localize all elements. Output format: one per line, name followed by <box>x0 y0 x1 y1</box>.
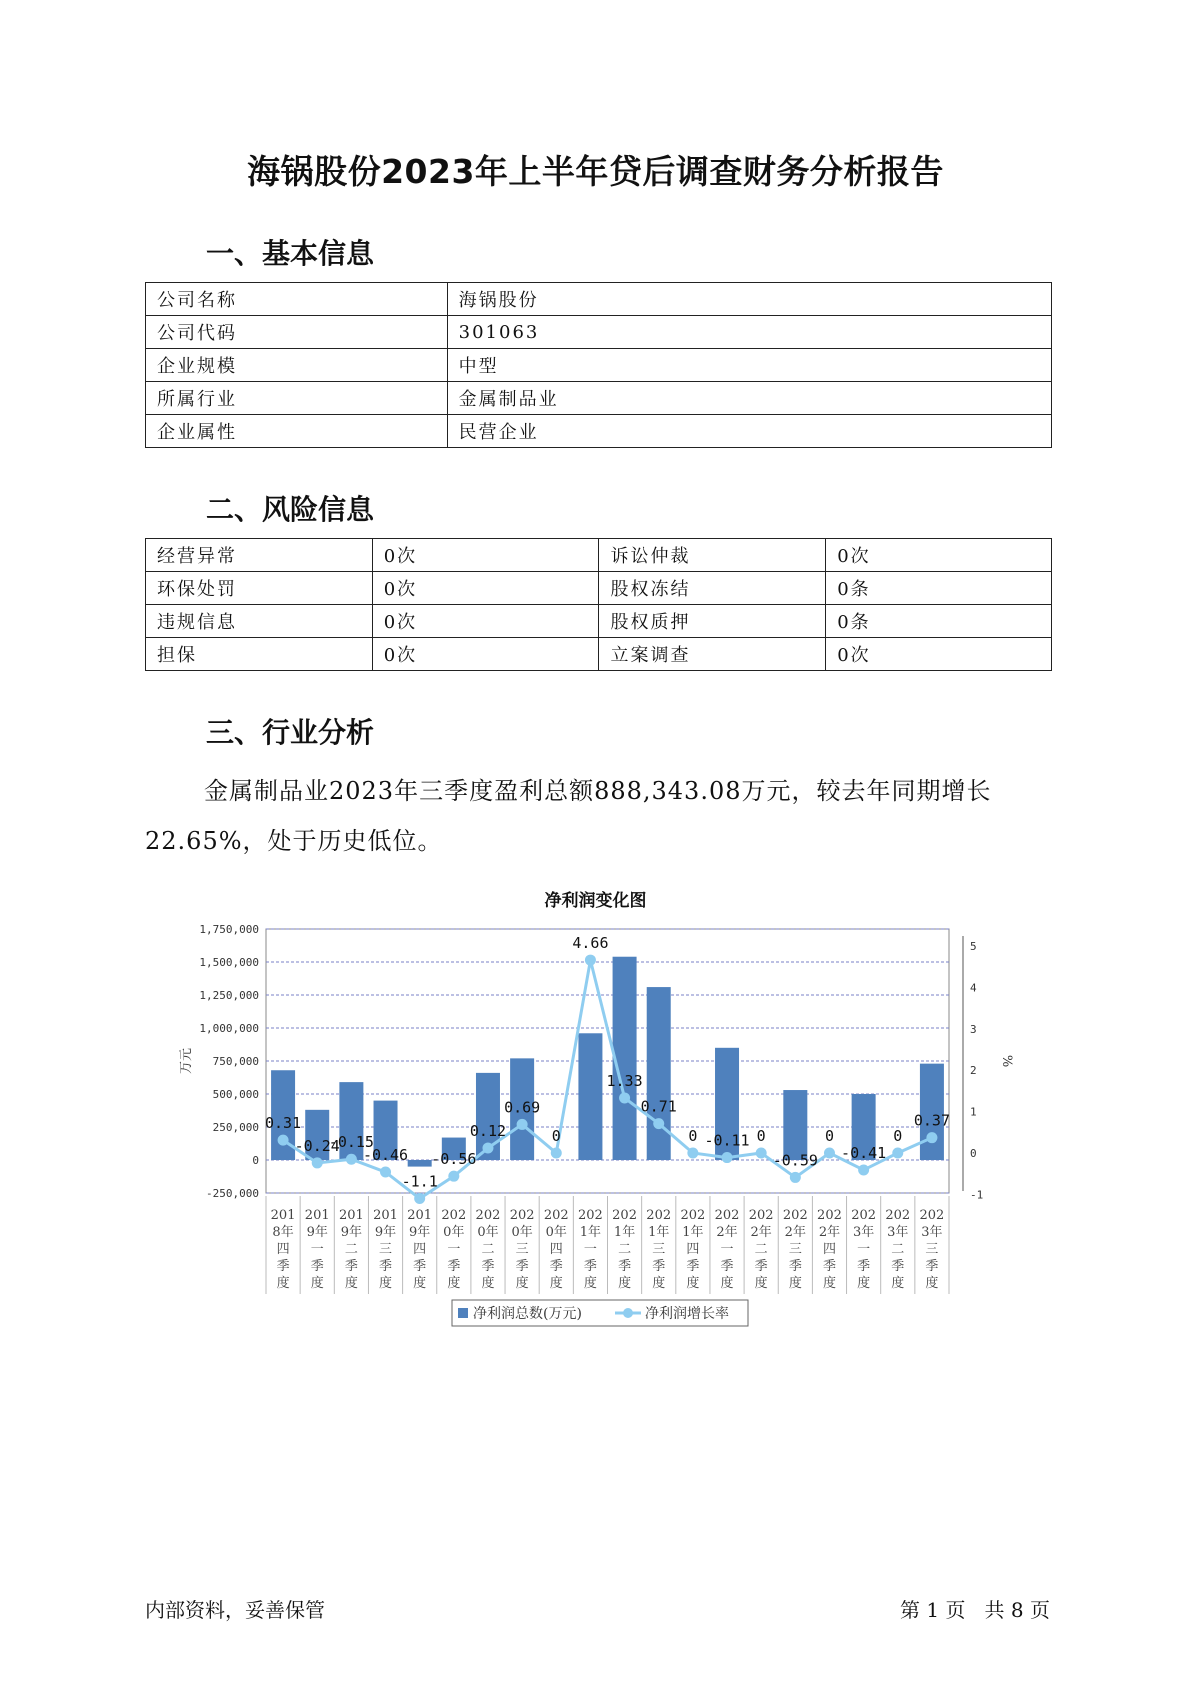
x-tick-label: 季 <box>652 1259 666 1274</box>
x-tick-label: 季 <box>720 1259 734 1274</box>
x-tick-label: 9年 <box>409 1225 431 1240</box>
y-tick-label: 1,000,000 <box>199 1022 259 1035</box>
growth-data-label: 4.66 <box>572 934 609 953</box>
x-tick-label: 202 <box>680 1208 706 1223</box>
basic-info-value: 中型 <box>447 349 1051 382</box>
basic-info-label: 公司代码 <box>146 316 448 349</box>
growth-data-label: 0.71 <box>640 1097 677 1116</box>
growth-point <box>790 1172 801 1183</box>
x-tick-label: 季 <box>583 1259 597 1274</box>
x-tick-label: 季 <box>481 1259 495 1274</box>
y2-tick-label: 2 <box>970 1064 977 1078</box>
x-tick-label: 度 <box>686 1276 700 1291</box>
x-tick-label: 9年 <box>340 1225 363 1240</box>
risk-info-label: 股权质押 <box>599 605 826 638</box>
section-heading-risk-info: 二、风险信息 <box>206 493 375 526</box>
risk-info-value: 0次 <box>826 638 1052 671</box>
x-tick-label: 202 <box>782 1208 808 1223</box>
x-tick-label: 度 <box>549 1276 563 1291</box>
y2-tick-label: 1 <box>970 1105 977 1119</box>
x-tick-label: 202 <box>714 1208 740 1223</box>
bar <box>647 987 671 1160</box>
x-tick-label: 度 <box>447 1276 461 1291</box>
legend-label-bar: 净利润总数(万元) <box>473 1306 582 1322</box>
x-tick-label: 202 <box>509 1208 535 1223</box>
x-tick-label: 一 <box>583 1242 597 1257</box>
risk-info-value: 0次 <box>372 572 599 605</box>
y2-tick-label: 5 <box>970 940 977 953</box>
x-tick-label: 3年 <box>887 1225 909 1240</box>
x-tick-label: 3年 <box>852 1225 875 1240</box>
growth-point <box>824 1148 835 1159</box>
growth-data-label: -0.59 <box>772 1151 818 1170</box>
y2-tick-label: -1 <box>970 1188 984 1202</box>
x-tick-label: 0年 <box>477 1225 499 1240</box>
x-tick-label: 四 <box>276 1242 290 1257</box>
growth-data-label: -0.11 <box>704 1131 750 1150</box>
x-tick-label: 季 <box>891 1259 905 1274</box>
x-tick-label: 度 <box>788 1276 802 1291</box>
risk-info-label: 经营异常 <box>146 539 373 572</box>
y2-tick-label: 3 <box>970 1022 977 1036</box>
x-tick-label: 四 <box>413 1242 427 1257</box>
x-tick-label: 1年 <box>613 1225 636 1240</box>
growth-point <box>482 1143 493 1154</box>
y-tick-label: -250,000 <box>206 1187 259 1200</box>
x-tick-label: 四 <box>686 1242 700 1257</box>
y2-tick-label: 4 <box>970 981 977 995</box>
x-tick-label: 季 <box>344 1259 358 1274</box>
x-tick-label: 202 <box>885 1208 911 1223</box>
x-tick-label: 2年 <box>750 1225 772 1240</box>
growth-point <box>653 1118 664 1129</box>
x-tick-label: 0年 <box>443 1225 465 1240</box>
growth-point <box>722 1152 733 1163</box>
growth-data-label: 0 <box>688 1127 698 1145</box>
bar <box>783 1090 807 1160</box>
growth-data-label: -0.46 <box>362 1146 409 1165</box>
basic-info-value: 海锅股份 <box>447 283 1051 316</box>
x-tick-label: 8年 <box>272 1225 294 1240</box>
page-title: 海锅股份2023年上半年贷后调查财务分析报告 <box>247 152 944 191</box>
footer-page-number: 第 1 页 共 8 页 <box>900 1598 1050 1622</box>
risk-info-label: 股权冻结 <box>599 572 826 605</box>
risk-info-label: 立案调查 <box>599 638 826 671</box>
legend-label-line: 净利润增长率 <box>645 1306 729 1322</box>
growth-point <box>756 1148 767 1159</box>
x-tick-label: 季 <box>857 1259 871 1274</box>
risk-info-label: 违规信息 <box>146 605 373 638</box>
growth-data-label: 0 <box>551 1127 561 1145</box>
growth-data-label: 0.69 <box>504 1098 541 1117</box>
growth-point <box>892 1148 903 1159</box>
growth-point <box>346 1154 357 1165</box>
x-tick-label: 季 <box>379 1259 393 1274</box>
x-tick-label: 二 <box>344 1242 358 1257</box>
x-tick-label: 9年 <box>374 1225 397 1240</box>
x-tick-label: 度 <box>481 1276 495 1291</box>
x-tick-label: 度 <box>276 1276 290 1291</box>
basic-info-label: 所属行业 <box>146 382 448 415</box>
x-tick-label: 季 <box>310 1259 324 1274</box>
risk-info-label: 环保处罚 <box>146 572 373 605</box>
growth-data-label: 0.31 <box>265 1114 302 1133</box>
x-tick-label: 三 <box>925 1242 939 1257</box>
x-tick-label: 202 <box>646 1208 672 1223</box>
y-tick-label: 250,000 <box>212 1121 259 1134</box>
x-tick-label: 二 <box>618 1242 632 1257</box>
growth-point <box>687 1148 698 1159</box>
growth-point <box>926 1132 937 1143</box>
x-tick-label: 202 <box>543 1208 569 1223</box>
y2-axis-title: % <box>999 1054 1014 1068</box>
growth-data-label: 0 <box>824 1127 834 1145</box>
risk-info-value: 0条 <box>826 572 1052 605</box>
x-tick-label: 三 <box>788 1242 802 1257</box>
basic-info-value: 民营企业 <box>447 415 1051 448</box>
x-tick-label: 季 <box>549 1259 563 1274</box>
basic-info-value: 金属制品业 <box>447 382 1051 415</box>
legend-swatch-point <box>623 1308 633 1318</box>
x-tick-label: 0年 <box>545 1225 567 1240</box>
risk-info-value: 0次 <box>372 539 599 572</box>
y-tick-label: 0 <box>252 1154 259 1167</box>
x-tick-label: 0年 <box>511 1225 533 1240</box>
x-tick-label: 季 <box>447 1259 461 1274</box>
growth-data-label: 0.37 <box>913 1111 950 1130</box>
x-tick-label: 2年 <box>716 1225 738 1240</box>
growth-point <box>858 1164 869 1175</box>
x-tick-label: 度 <box>344 1276 358 1291</box>
growth-data-label: -0.15 <box>328 1133 374 1152</box>
x-tick-label: 二 <box>481 1242 495 1257</box>
x-tick-label: 2年 <box>818 1225 841 1240</box>
y-tick-label: 1,750,000 <box>199 923 259 936</box>
basic-info-label: 企业属性 <box>146 415 448 448</box>
section-heading-basic-info: 一、基本信息 <box>206 237 375 270</box>
x-tick-label: 201 <box>407 1208 433 1223</box>
risk-info-value: 0条 <box>826 605 1052 638</box>
y-axis-title: 万元 <box>179 1047 194 1075</box>
x-tick-label: 202 <box>441 1208 467 1223</box>
x-tick-label: 度 <box>857 1276 871 1291</box>
x-tick-label: 202 <box>919 1208 945 1223</box>
x-tick-label: 202 <box>578 1208 603 1223</box>
x-tick-label: 季 <box>515 1259 529 1274</box>
x-tick-label: 季 <box>788 1259 802 1274</box>
y-tick-label: 1,250,000 <box>199 989 259 1002</box>
growth-data-label: 0 <box>893 1127 903 1145</box>
x-tick-label: 一 <box>720 1242 734 1257</box>
chart-title: 净利润变化图 <box>544 891 647 911</box>
growth-data-label: 1.33 <box>606 1071 643 1090</box>
y-tick-label: 750,000 <box>212 1055 259 1068</box>
x-tick-label: 201 <box>373 1208 398 1223</box>
x-tick-label: 度 <box>310 1276 324 1291</box>
growth-point <box>414 1193 425 1204</box>
x-tick-label: 度 <box>891 1276 905 1291</box>
x-tick-label: 季 <box>618 1259 632 1274</box>
x-tick-label: 二 <box>754 1242 768 1257</box>
x-tick-label: 三 <box>379 1242 393 1257</box>
y-tick-label: 1,500,000 <box>199 956 259 969</box>
section-heading-industry: 三、行业分析 <box>206 716 375 749</box>
x-tick-label: 一 <box>857 1242 871 1257</box>
growth-data-label: -0.41 <box>841 1143 887 1162</box>
growth-data-label: 0 <box>756 1127 766 1145</box>
basic-info-label: 公司名称 <box>146 283 448 316</box>
x-tick-label: 201 <box>304 1208 330 1223</box>
x-tick-label: 202 <box>748 1208 774 1223</box>
x-tick-label: 202 <box>612 1208 637 1223</box>
growth-point <box>448 1171 459 1182</box>
risk-info-value: 0次 <box>826 539 1052 572</box>
x-tick-label: 202 <box>817 1208 842 1223</box>
x-tick-label: 202 <box>475 1208 501 1223</box>
x-tick-label: 201 <box>338 1208 364 1223</box>
x-tick-label: 一 <box>310 1242 324 1257</box>
x-tick-label: 度 <box>652 1276 666 1291</box>
x-tick-label: 四 <box>822 1242 836 1257</box>
x-tick-label: 201 <box>270 1208 296 1223</box>
risk-info-value: 0次 <box>372 638 599 671</box>
x-tick-label: 四 <box>549 1242 563 1257</box>
x-tick-label: 季 <box>925 1259 939 1274</box>
x-tick-label: 1年 <box>648 1225 670 1240</box>
bar <box>408 1160 432 1167</box>
risk-info-label: 诉讼仲裁 <box>599 539 826 572</box>
x-tick-label: 度 <box>583 1276 597 1291</box>
x-tick-label: 季 <box>686 1259 700 1274</box>
growth-data-label: -0.56 <box>431 1150 477 1169</box>
growth-data-label: -0.24 <box>294 1136 340 1155</box>
x-tick-label: 一 <box>447 1242 461 1257</box>
x-tick-label: 度 <box>720 1276 734 1291</box>
growth-point <box>517 1119 528 1130</box>
legend-swatch-bar <box>458 1308 468 1318</box>
growth-point <box>278 1135 289 1146</box>
x-tick-label: 二 <box>891 1242 905 1257</box>
x-tick-label: 1年 <box>579 1225 602 1240</box>
x-tick-label: 度 <box>413 1276 427 1291</box>
x-tick-label: 季 <box>754 1259 768 1274</box>
x-tick-label: 度 <box>754 1276 768 1291</box>
growth-point <box>380 1167 391 1178</box>
growth-point <box>619 1092 630 1103</box>
x-tick-label: 1年 <box>682 1225 704 1240</box>
x-tick-label: 度 <box>379 1276 393 1291</box>
growth-data-label: 0.12 <box>469 1122 507 1141</box>
x-tick-label: 度 <box>515 1276 529 1291</box>
bar <box>578 1033 602 1160</box>
x-tick-label: 度 <box>925 1276 939 1291</box>
x-tick-label: 三 <box>515 1242 529 1257</box>
x-tick-label: 202 <box>851 1208 877 1223</box>
basic-info-label: 企业规模 <box>146 349 448 382</box>
footer-confidential: 内部资料，妥善保管 <box>145 1598 325 1622</box>
x-tick-label: 9年 <box>306 1225 328 1240</box>
basic-info-value: 301063 <box>447 316 1051 349</box>
growth-point <box>585 955 596 966</box>
growth-point <box>312 1157 323 1168</box>
x-tick-label: 度 <box>618 1276 632 1291</box>
growth-point <box>551 1148 562 1159</box>
y2-tick-label: 0 <box>970 1147 977 1160</box>
growth-data-label: -1.1 <box>401 1172 438 1191</box>
risk-info-label: 担保 <box>146 638 373 671</box>
risk-info-value: 0次 <box>372 605 599 638</box>
industry-paragraph: 金属制品业2023年三季度盈利总额888,343.08万元，较去年同期增长22.65%，处于历史低位。 <box>145 777 992 855</box>
y-tick-label: 500,000 <box>212 1088 259 1101</box>
x-tick-label: 季 <box>276 1259 290 1274</box>
x-tick-label: 3年 <box>921 1225 943 1240</box>
x-tick-label: 季 <box>413 1259 427 1274</box>
x-tick-label: 季 <box>822 1259 836 1274</box>
x-tick-label: 2年 <box>784 1225 806 1240</box>
x-tick-label: 三 <box>652 1242 666 1257</box>
x-tick-label: 度 <box>822 1276 836 1291</box>
